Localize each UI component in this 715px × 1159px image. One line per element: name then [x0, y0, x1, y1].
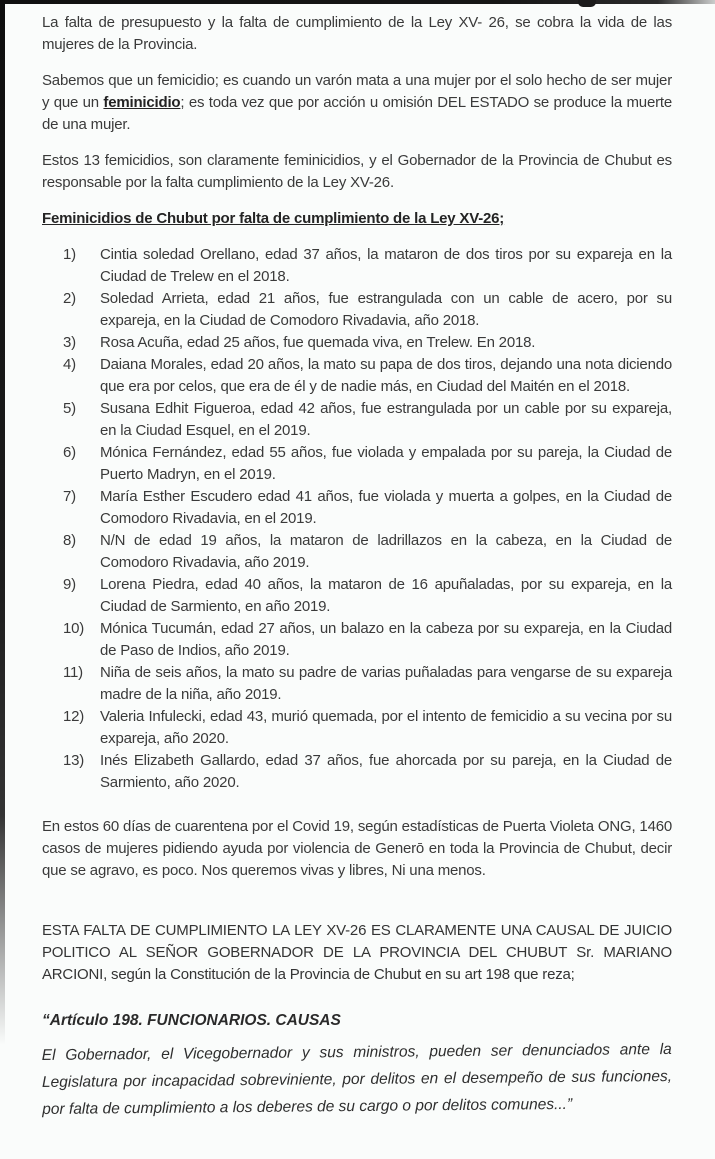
list-item-number: 11) [63, 664, 83, 681]
femicide-list-heading: Feminicidios de Chubut por falta de cumplimiento de la Ley XV-26; [42, 210, 505, 227]
definitions-text-before: Sabemos que un femicidio; es cuando un varón mata a una mujer por el solo hecho de ser mujer y que un [42, 72, 672, 111]
list-item-9 [63, 574, 672, 618]
list-item-number: 7) [63, 488, 76, 505]
list-item-12 [63, 706, 672, 750]
list-item-7 [63, 486, 672, 530]
list-item-number: 3) [63, 334, 76, 351]
scan-artifact-top-bar [0, 0, 715, 4]
list-item-text: Daiana Morales, edad 20 años, la mato su papa de dos tiros, dejando una nota diciendo que era por celos, que era de él y de nadie más, en Ciudad del Maitén en el 2018. [100, 356, 672, 395]
list-item-11 [63, 662, 672, 706]
list-item-8 [63, 530, 672, 574]
list-item-text: Valeria Infulecki, edad 43, murió quemada, por el intento de femicidio a su vecina por su expareja, año 2020. [100, 708, 672, 747]
list-item-number: 4) [63, 356, 76, 373]
list-item-4 [63, 354, 672, 398]
paragraph-definitions [42, 70, 672, 136]
list-item-13 [63, 750, 672, 794]
list-item-number: 10) [63, 620, 85, 637]
list-item-text: Inés Elizabeth Gallardo, edad 37 años, fue ahorcada por su pareja, en la Ciudad de Sarmiento, año 2020. [100, 752, 672, 791]
definitions-text-after: ; es toda vez que por acción u omisión DEL ESTADO se produce la muerte de una mujer. [42, 94, 672, 133]
list-item-text: Susana Edhit Figueroa, edad 42 años, fue estrangulada por un cable por su expareja, en la Ciudad Esquel, en el 2019. [100, 400, 672, 439]
feminicidio-emphasis: feminicidio [103, 94, 181, 111]
list-item-text: Niña de seis años, la mato su padre de varias puñaladas para vengarse de su expareja madre de la niña, año 2019. [100, 664, 672, 703]
list-item-number: 5) [63, 400, 76, 417]
paragraph-budget-intro: La falta de presupuesto y la falta de cumplimiento de la Ley XV- 26, se cobra la vida de las mujeres de la Provincia. [42, 14, 672, 53]
list-item-number: 1) [63, 246, 76, 263]
femicide-list [63, 244, 672, 794]
paragraph-accusation: Estos 13 femicidios, son claramente feminicidios, y el Gobernador de la Provincia de Chubut es responsable por la falta cumplimiento de la Ley XV-26. [42, 152, 672, 191]
list-item-10 [63, 618, 672, 662]
paragraph-quarantine-statistics: En estos 60 días de cuarentena por el Covid 19, según estadísticas de Puerta Violeta ONG, 1460 casos de mujeres pidiendo ayuda por violencia de Generō en toda la Provincia de Chubut, decir que se agravo, es poco. Nos queremos vivas y libres, Ni una menos. [42, 818, 672, 879]
list-item-2 [63, 288, 672, 332]
list-item-number: 8) [63, 532, 76, 549]
list-item-text: María Esther Escudero edad 41 años, fue violada y muerta a golpes, en la Ciudad de Comodoro Rivadavia, en el 2019. [100, 488, 672, 527]
list-item-number: 2) [63, 290, 76, 307]
list-item-text: Mónica Fernández, edad 55 años, fue violada y empalada por su pareja, la Ciudad de Puerto Madryn, en el 2019. [100, 444, 672, 483]
list-item-text: Cintia soledad Orellano, edad 37 años, la mataron de dos tiros por su expareja en la Ciudad de Trelew en el 2018. [100, 246, 672, 285]
paragraph-impeachment-cause: ESTA FALTA DE CUMPLIMIENTO LA LEY XV-26 ES CLARAMENTE UNA CAUSAL DE JUICIO POLITICO AL SEÑOR GOBERNADOR DE LA PROVINCIA DEL CHUBUT Sr. MARIANO ARCIONI, según la Constitución de la Provincia de Chubut en su art 198 que reza; [42, 922, 672, 983]
list-item-number: 6) [63, 444, 76, 461]
list-item-6 [63, 442, 672, 486]
list-item-3 [63, 332, 672, 354]
list-item-text: Soledad Arrieta, edad 21 años, fue estrangulada con un cable de acero, por su expareja, en la Ciudad de Comodoro Rivadavia, año 2018. [100, 290, 672, 329]
list-item-text: Rosa Acuña, edad 25 años, fue quemada viva, en Trelew. En 2018. [100, 334, 536, 351]
document-body [42, 12, 672, 1123]
article-198-title: “Artículo 198. FUNCIONARIOS. CAUSAS [42, 1012, 341, 1029]
list-item-number: 12) [63, 708, 85, 725]
list-item-5 [63, 398, 672, 442]
list-item-text: N/N de edad 19 años, la mataron de ladrillazos en la cabeza, en la Ciudad de Comodoro Rivadavia, año 2019. [100, 532, 672, 571]
list-item-text: Lorena Piedra, edad 40 años, la mataron de 16 apuñaladas, por su expareja, en la Ciudad de Sarmiento, en año 2019. [100, 576, 672, 615]
list-item-number: 9) [63, 576, 76, 593]
article-198-quote: El Gobernador, el Vicegobernador y sus ministros, pueden ser denunciados ante la Legislatura por incapacidad sobreviniente, por delitos en el desempeño de sus funciones, por falta de cumplimiento a los deberes de su cargo o por delitos comunes...” [41, 1040, 673, 1118]
scan-artifact-left-bar [0, 0, 5, 1045]
list-item-text: Mónica Tucumán, edad 27 años, un balazo en la cabeza por su expareja, en la Ciudad de Paso de Indios, año 2019. [100, 620, 672, 659]
list-item-1 [63, 244, 672, 288]
scan-artifact-top-smudge [578, 0, 596, 7]
list-item-number: 13) [63, 752, 85, 769]
